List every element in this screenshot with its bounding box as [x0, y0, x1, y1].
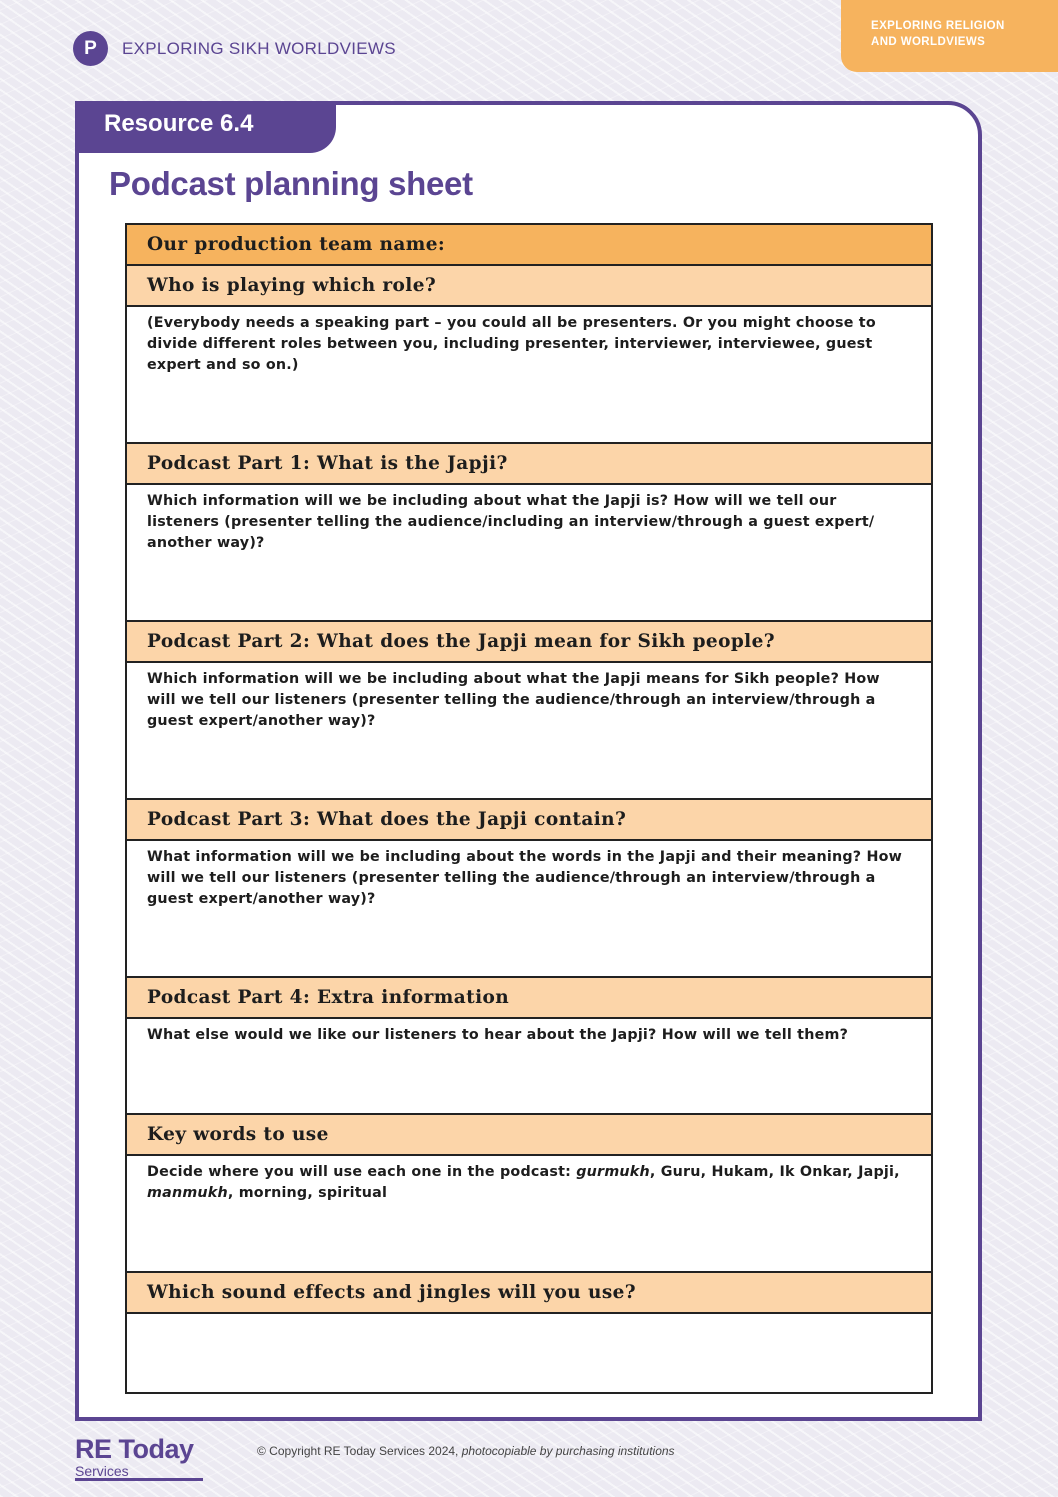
- keywords-answer-box[interactable]: [127, 1156, 931, 1273]
- copyright-suffix: photocopiable by purchasing institutions: [461, 1444, 675, 1458]
- part1-prompt: Which information will we be including about what the Japji is? How will we tell our listeners (presenter telling the audience/including an interview/through a guest expert/ another way)?: [147, 493, 875, 551]
- part2-prompt: Which information will we be including about what the Japji means for Sikh people? How will we tell our listeners (presenter telling the audience/through an interview/through a guest expert/another way)?: [147, 671, 880, 729]
- corner-tab-line-2: AND WORLDVIEWS: [871, 36, 986, 48]
- part3-answer-box[interactable]: [127, 841, 931, 978]
- page-title: Podcast planning sheet: [109, 165, 473, 202]
- keywords-heading: Key words to use: [127, 1115, 931, 1156]
- team-name-label: Our production team name:: [147, 234, 446, 255]
- series-title: EXPLORING SIKH WORLDVIEWS: [122, 39, 396, 58]
- team-name-field[interactable]: [127, 225, 931, 266]
- sound-effects-heading: Which sound effects and jingles will you use?: [127, 1273, 931, 1314]
- re-today-logo: [75, 1434, 203, 1481]
- part2-heading: Podcast Part 2: What does the Japji mean for Sikh people?: [127, 622, 931, 663]
- keywords-list: Guru, Hukam, Ik Onkar, Japji,: [660, 1164, 900, 1180]
- corner-tab-line-1: EXPLORING RELIGION: [871, 20, 1005, 32]
- keyword-gurmukh: gurmukh: [576, 1164, 650, 1180]
- roles-answer-box[interactable]: [127, 307, 931, 444]
- series-badge: P: [73, 31, 108, 66]
- part3-prompt: What information will we be including about the words in the Japji and their meaning? How will we tell our listeners (presenter telling the audience/through an interview/through a guest expert/another way)?: [147, 849, 903, 907]
- keywords-list-end: , morning, spiritual: [227, 1185, 388, 1201]
- roles-heading: Who is playing which role?: [127, 266, 931, 307]
- part4-heading: Podcast Part 4: Extra information: [127, 978, 931, 1019]
- series-corner-tab: [841, 0, 1058, 72]
- sound-effects-answer-box[interactable]: [127, 1314, 931, 1392]
- part2-answer-box[interactable]: [127, 663, 931, 800]
- part4-answer-box[interactable]: [127, 1019, 931, 1115]
- resource-label: Resource 6.4: [75, 101, 336, 153]
- part3-heading: Podcast Part 3: What does the Japji contain?: [127, 800, 931, 841]
- part1-answer-box[interactable]: [127, 485, 931, 622]
- copyright-prefix: © Copyright RE Today Services 2024,: [257, 1444, 462, 1458]
- logo-sub-text: Services: [75, 1464, 203, 1481]
- planning-table: [125, 223, 933, 1394]
- keyword-separator: ,: [649, 1164, 661, 1180]
- resource-card: [75, 101, 982, 1421]
- roles-prompt: (Everybody needs a speaking part – you could all be presenters. Or you might choose to divide different roles between you, including presenter, interviewer, interviewee, guest expert and so on.): [147, 315, 876, 373]
- part1-heading: Podcast Part 1: What is the Japji?: [127, 444, 931, 485]
- part4-prompt: What else would we like our listeners to hear about the Japji? How will we tell them?: [147, 1027, 849, 1043]
- keyword-manmukh: manmukh: [147, 1185, 228, 1201]
- keywords-intro: Decide where you will use each one in the podcast:: [147, 1164, 577, 1180]
- copyright-notice: [257, 1444, 675, 1458]
- logo-main-text: RE Today: [75, 1434, 194, 1464]
